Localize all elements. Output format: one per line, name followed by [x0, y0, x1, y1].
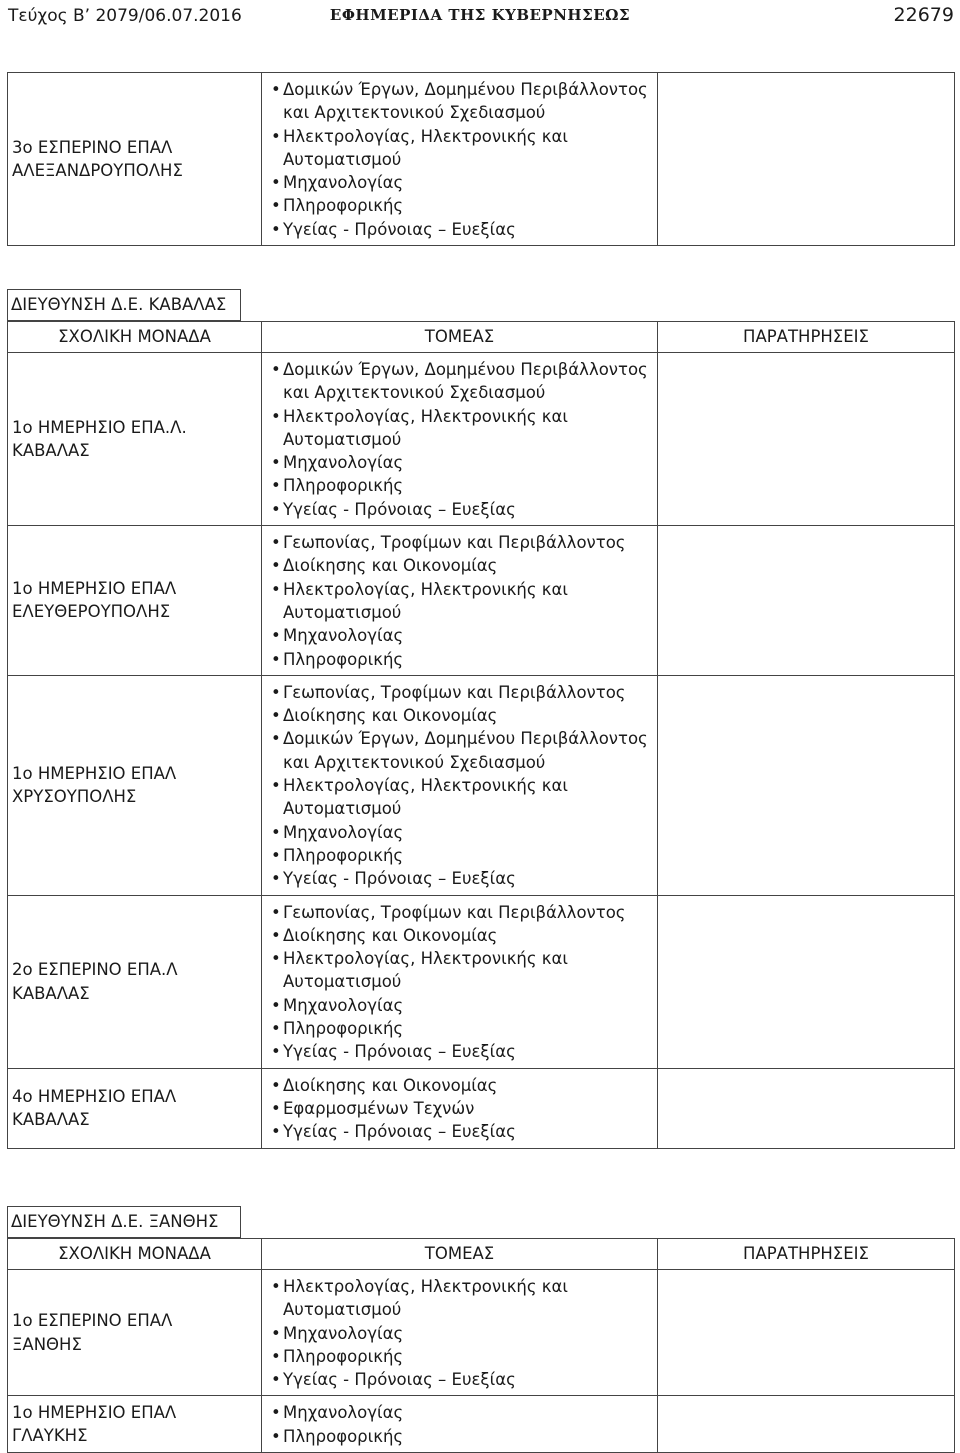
table-row [8, 1396, 955, 1453]
column-header-notes: ΠΑΡΑΤΗΡΗΣΕΙΣ [658, 1239, 955, 1270]
sector-item: • Ηλεκτρολογίας, Ηλεκτρονικής και Αυτοματισμού [269, 1275, 653, 1322]
sector-item: • Ηλεκτρολογίας, Ηλεκτρονικής και Αυτοματισμού [269, 125, 653, 172]
school-name-line: 4ο ΗΜΕΡΗΣΙΟ ΕΠΑΛ [12, 1086, 177, 1106]
school-cell [8, 675, 262, 895]
school-cell [8, 895, 262, 1068]
sector-cell [262, 1270, 658, 1396]
school-name-line: 3ο ΕΣΠΕΡΙΝΟ ΕΠΑΛ [12, 137, 173, 157]
school-name-line: ΓΛΑΥΚΗΣ [12, 1426, 88, 1446]
gazette-title: ΕΦΗΜΕΡΙΔΑ ΤΗΣ ΚΥΒΕΡΝΗΣΕΩΣ [329, 6, 631, 24]
sector-item: • Μηχανολογίας [269, 1401, 653, 1424]
sector-item: • Διοίκησης και Οικονομίας [269, 1074, 653, 1097]
sector-cell [262, 526, 658, 676]
sector-item: • Πληροφορικής [269, 648, 653, 671]
table-row [8, 73, 955, 246]
notes-cell [658, 675, 955, 895]
header-row [8, 1239, 955, 1270]
sector-item: • Πληροφορικής [269, 1017, 653, 1040]
sector-item: • Υγείας - Πρόνοιας – Ευεξίας [269, 1040, 653, 1063]
sector-item: • Πληροφορικής [269, 1425, 653, 1448]
sector-item: • Υγείας - Πρόνοιας – Ευεξίας [269, 1120, 653, 1143]
sector-item: • Μηχανολογίας [269, 451, 653, 474]
sector-item: • Ηλεκτρολογίας, Ηλεκτρονικής και Αυτοματισμού [269, 774, 653, 821]
column-header-sector: ΤΟΜΕΑΣ [262, 1239, 658, 1270]
kavala-section [7, 289, 954, 1149]
notes-cell [658, 526, 955, 676]
notes-cell [658, 73, 955, 246]
sector-item: • Μηχανολογίας [269, 821, 653, 844]
column-header-sector: ΤΟΜΕΑΣ [262, 322, 658, 353]
sector-item: • Διοίκησης και Οικονομίας [269, 924, 653, 947]
sector-item: • Μηχανολογίας [269, 171, 653, 194]
sector-cell [262, 73, 658, 246]
sector-item: • Γεωπονίας, Τροφίμων και Περιβάλλοντος [269, 531, 653, 554]
sector-cell [262, 1068, 658, 1148]
sector-item: • Πληροφορικής [269, 474, 653, 497]
notes-cell [658, 1396, 955, 1453]
section-title-table [7, 289, 954, 321]
school-name-line: ΚΑΒΑΛΑΣ [12, 1110, 90, 1130]
sector-item: • Υγείας - Πρόνοιας – Ευεξίας [269, 1368, 653, 1391]
school-name-line: ΚΑΒΑΛΑΣ [12, 441, 90, 461]
sector-item: • Διοίκησης και Οικονομίας [269, 704, 653, 727]
notes-cell [658, 895, 955, 1068]
school-name-line: 1ο ΕΣΠΕΡΙΝΟ ΕΠΑΛ [12, 1311, 173, 1331]
section-title-table [7, 1206, 954, 1238]
sector-cell [262, 1396, 658, 1453]
school-cell [8, 353, 262, 526]
title-spacer [241, 290, 955, 321]
sector-item: • Υγείας - Πρόνοιας – Ευεξίας [269, 867, 653, 890]
school-name-line: ΚΑΒΑΛΑΣ [12, 983, 90, 1003]
school-cell [8, 1270, 262, 1396]
section-title: ΔΙΕΥΘΥΝΣΗ Δ.Ε. ΚΑΒΑΛΑΣ [8, 290, 241, 321]
school-cell [8, 73, 262, 246]
sector-item: • Ηλεκτρολογίας, Ηλεκτρονικής και Αυτοματισμού [269, 578, 653, 625]
sector-item: • Μηχανολογίας [269, 1322, 653, 1345]
top-table [7, 72, 954, 246]
school-name-line: ΧΡΥΣΟΥΠΟΛΗΣ [12, 787, 137, 807]
page-number: 22679 [893, 4, 954, 26]
column-header-notes: ΠΑΡΑΤΗΡΗΣΕΙΣ [658, 322, 955, 353]
table-row [8, 353, 955, 526]
table-row [8, 675, 955, 895]
school-name-line: 1ο ΗΜΕΡΗΣΙΟ ΕΠΑΛ [12, 763, 177, 783]
sector-item: • Γεωπονίας, Τροφίμων και Περιβάλλοντος [269, 901, 653, 924]
table-row [8, 1068, 955, 1148]
school-cell [8, 1396, 262, 1453]
table-row [8, 1270, 955, 1396]
sector-item: • Ηλεκτρολογίας, Ηλεκτρονικής και Αυτοματισμού [269, 947, 653, 994]
sector-item: • Πληροφορικής [269, 1345, 653, 1368]
school-name-line: ΕΛΕΥΘΕΡΟΥΠΟΛΗΣ [12, 602, 171, 622]
xanthi-section [7, 1206, 954, 1453]
sector-item: • Δομικών Έργων, Δομημένου Περιβάλλοντος και Αρχιτεκτονικού Σχεδιασμού [269, 727, 653, 774]
school-name-line: 2ο ΕΣΠΕΡΙΝΟ ΕΠΑ.Λ [12, 960, 178, 980]
sector-cell [262, 895, 658, 1068]
sector-item: • Εφαρμοσμένων Τεχνών [269, 1097, 653, 1120]
table-row [8, 526, 955, 676]
column-header-school: ΣΧΟΛΙΚΗ ΜΟΝΑΔΑ [8, 1239, 262, 1270]
school-name-line: 1ο ΗΜΕΡΗΣΙΟ ΕΠΑΛ [12, 579, 177, 599]
sector-item: • Υγείας - Πρόνοιας – Ευεξίας [269, 498, 653, 521]
sector-item: • Δομικών Έργων, Δομημένου Περιβάλλοντος και Αρχιτεκτονικού Σχεδιασμού [269, 78, 653, 125]
sector-item: • Διοίκησης και Οικονομίας [269, 554, 653, 577]
sector-cell [262, 353, 658, 526]
sector-item: • Υγείας - Πρόνοιας – Ευεξίας [269, 218, 653, 241]
table-row [8, 895, 955, 1068]
notes-cell [658, 353, 955, 526]
sector-item: • Ηλεκτρολογίας, Ηλεκτρονικής και Αυτοματισμού [269, 405, 653, 452]
sector-item: • Δομικών Έργων, Δομημένου Περιβάλλοντος και Αρχιτεκτονικού Σχεδιασμού [269, 358, 653, 405]
sector-cell [262, 675, 658, 895]
school-name-line: 1ο ΗΜΕΡΗΣΙΟ ΕΠΑ.Λ. [12, 417, 187, 437]
school-name-line: ΞΑΝΘΗΣ [12, 1334, 82, 1354]
school-cell [8, 1068, 262, 1148]
school-cell [8, 526, 262, 676]
page-header [0, 0, 960, 30]
sector-item: • Μηχανολογίας [269, 624, 653, 647]
sector-item: • Πληροφορικής [269, 844, 653, 867]
section-title: ΔΙΕΥΘΥΝΣΗ Δ.Ε. ΞΑΝΘΗΣ [8, 1207, 241, 1238]
notes-cell [658, 1068, 955, 1148]
sector-item: • Πληροφορικής [269, 194, 653, 217]
school-name-line: 1ο ΗΜΕΡΗΣΙΟ ΕΠΑΛ [12, 1402, 177, 1422]
notes-cell [658, 1270, 955, 1396]
sector-item: • Μηχανολογίας [269, 994, 653, 1017]
issue-label: Τεύχος Β’ 2079/06.07.2016 [8, 6, 242, 26]
title-spacer [241, 1207, 955, 1238]
sector-item: • Γεωπονίας, Τροφίμων και Περιβάλλοντος [269, 681, 653, 704]
school-name-line: ΑΛΕΞΑΝΔΡΟΥΠΟΛΗΣ [12, 161, 183, 181]
column-header-school: ΣΧΟΛΙΚΗ ΜΟΝΑΔΑ [8, 322, 262, 353]
header-row [8, 322, 955, 353]
